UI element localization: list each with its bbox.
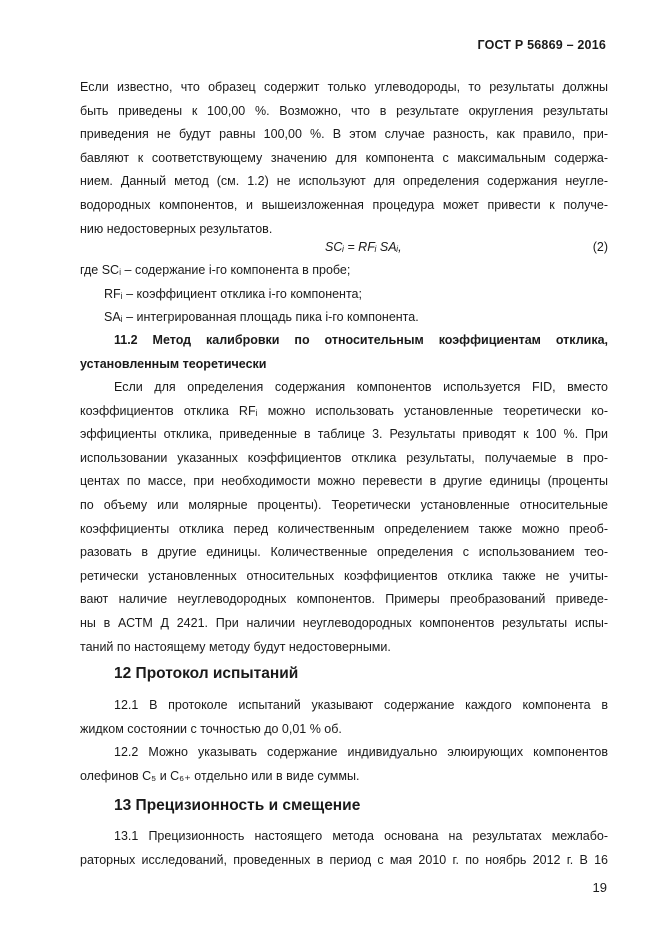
text-line: быть приведены к 100,00 %. Возможно, что в результате округления результаты bbox=[80, 103, 608, 118]
text-line: разовать в другие единицы. Количественные определения с использованием тео- bbox=[80, 545, 608, 560]
text-line: 13.1 Прецизионность настоящего метода основана на результатах межлабо- bbox=[114, 829, 608, 843]
formula-expression: SCᵢ = RFᵢ SAᵢ, bbox=[325, 240, 402, 254]
text-line: по объему или молярные проценты). Теоретически установленные относительные bbox=[80, 497, 608, 512]
text-line: 12.2 Можно указывать содержание индивидуально элюирующих компонентов bbox=[114, 745, 608, 760]
text-line: коэффициентов отклика RFᵢ можно использовать установленные теоретически ко- bbox=[80, 403, 608, 418]
legend-line: SAᵢ – интегрированная площадь пика i-го компонента. bbox=[104, 310, 419, 325]
text-line: центах по массе, при необходимости можно перевести в другие единицы (проценты bbox=[80, 474, 608, 489]
text-line: использовании указанных коэффициентов отклика результаты, получаемые в про- bbox=[80, 450, 608, 465]
section-11-2-body bbox=[80, 376, 608, 659]
legend-line: где SCᵢ – содержание i-го компонента в пробе; bbox=[80, 263, 351, 277]
formula-legend bbox=[80, 259, 608, 330]
formula-number: (2) bbox=[592, 240, 608, 254]
title-line: установленным теоретически bbox=[80, 356, 267, 371]
text-line: Если известно, что образец содержит только углеводороды, то результаты должны bbox=[80, 80, 608, 94]
title-line: 11.2 Метод калибровки по относительным коэффициентам отклика, bbox=[114, 333, 608, 347]
text-line: жидком состоянии с точностью до 0,01 % об. bbox=[80, 721, 342, 736]
text-line: приведения не будут равны 100,00 %. В этом случае разность, как правило, при- bbox=[80, 127, 608, 142]
text-line: бавляют к соответствующему значению для компонента с максимальным содержа- bbox=[80, 150, 608, 165]
text-line: Если для определения содержания компонентов используется FID, вместо bbox=[114, 380, 608, 394]
section-11-2-title bbox=[80, 329, 608, 376]
text-line: ретически установленных относительных коэффициентов отклика также не учиты- bbox=[80, 568, 608, 583]
text-line: ны в АСТМ Д 2421. При наличии неуглеводородных компонентов результаты испы- bbox=[80, 615, 608, 630]
text-line: таний по настоящему методу будут недостоверными. bbox=[80, 639, 391, 654]
text-line: нием. Данный метод (см. 1.2) не используют для определения содержания неугле- bbox=[80, 174, 608, 189]
section-13-body bbox=[80, 825, 608, 872]
page-number: 19 bbox=[592, 880, 607, 895]
text-line: раторных исследований, проведенных в период с мая 2010 г. по ноябрь 2012 г. В 16 bbox=[80, 852, 608, 867]
legend-line: RFᵢ – коэффициент отклика i-го компонента; bbox=[104, 286, 362, 301]
text-line: эффициенты отклика, приведенные в таблице 3. Результаты приводят к 100 %. При bbox=[80, 427, 608, 442]
text-line: олефинов C₅ и C₆₊ отдельно или в виде суммы. bbox=[80, 768, 360, 783]
text-line: нию недостоверных результатов. bbox=[80, 221, 273, 236]
text-line: вают наличие неуглеводородных компонентов. Примеры преобразований приведе- bbox=[80, 592, 608, 607]
section-12-body bbox=[80, 694, 608, 788]
text-line: коэффициенты отклика перед количественным определением также можно преоб- bbox=[80, 521, 608, 536]
section-12-heading: 12 Протокол испытаний bbox=[114, 665, 299, 682]
document-header: ГОСТ Р 56869 – 2016 bbox=[477, 38, 606, 52]
section-13-heading: 13 Прецизионность и смещение bbox=[114, 797, 361, 814]
text-line: водородных компонентов, и вышеизложенная процедура может привести к получе- bbox=[80, 197, 608, 212]
paragraph-normalization bbox=[80, 76, 608, 241]
text-line: 12.1 В протоколе испытаний указывают содержание каждого компонента в bbox=[114, 698, 608, 712]
